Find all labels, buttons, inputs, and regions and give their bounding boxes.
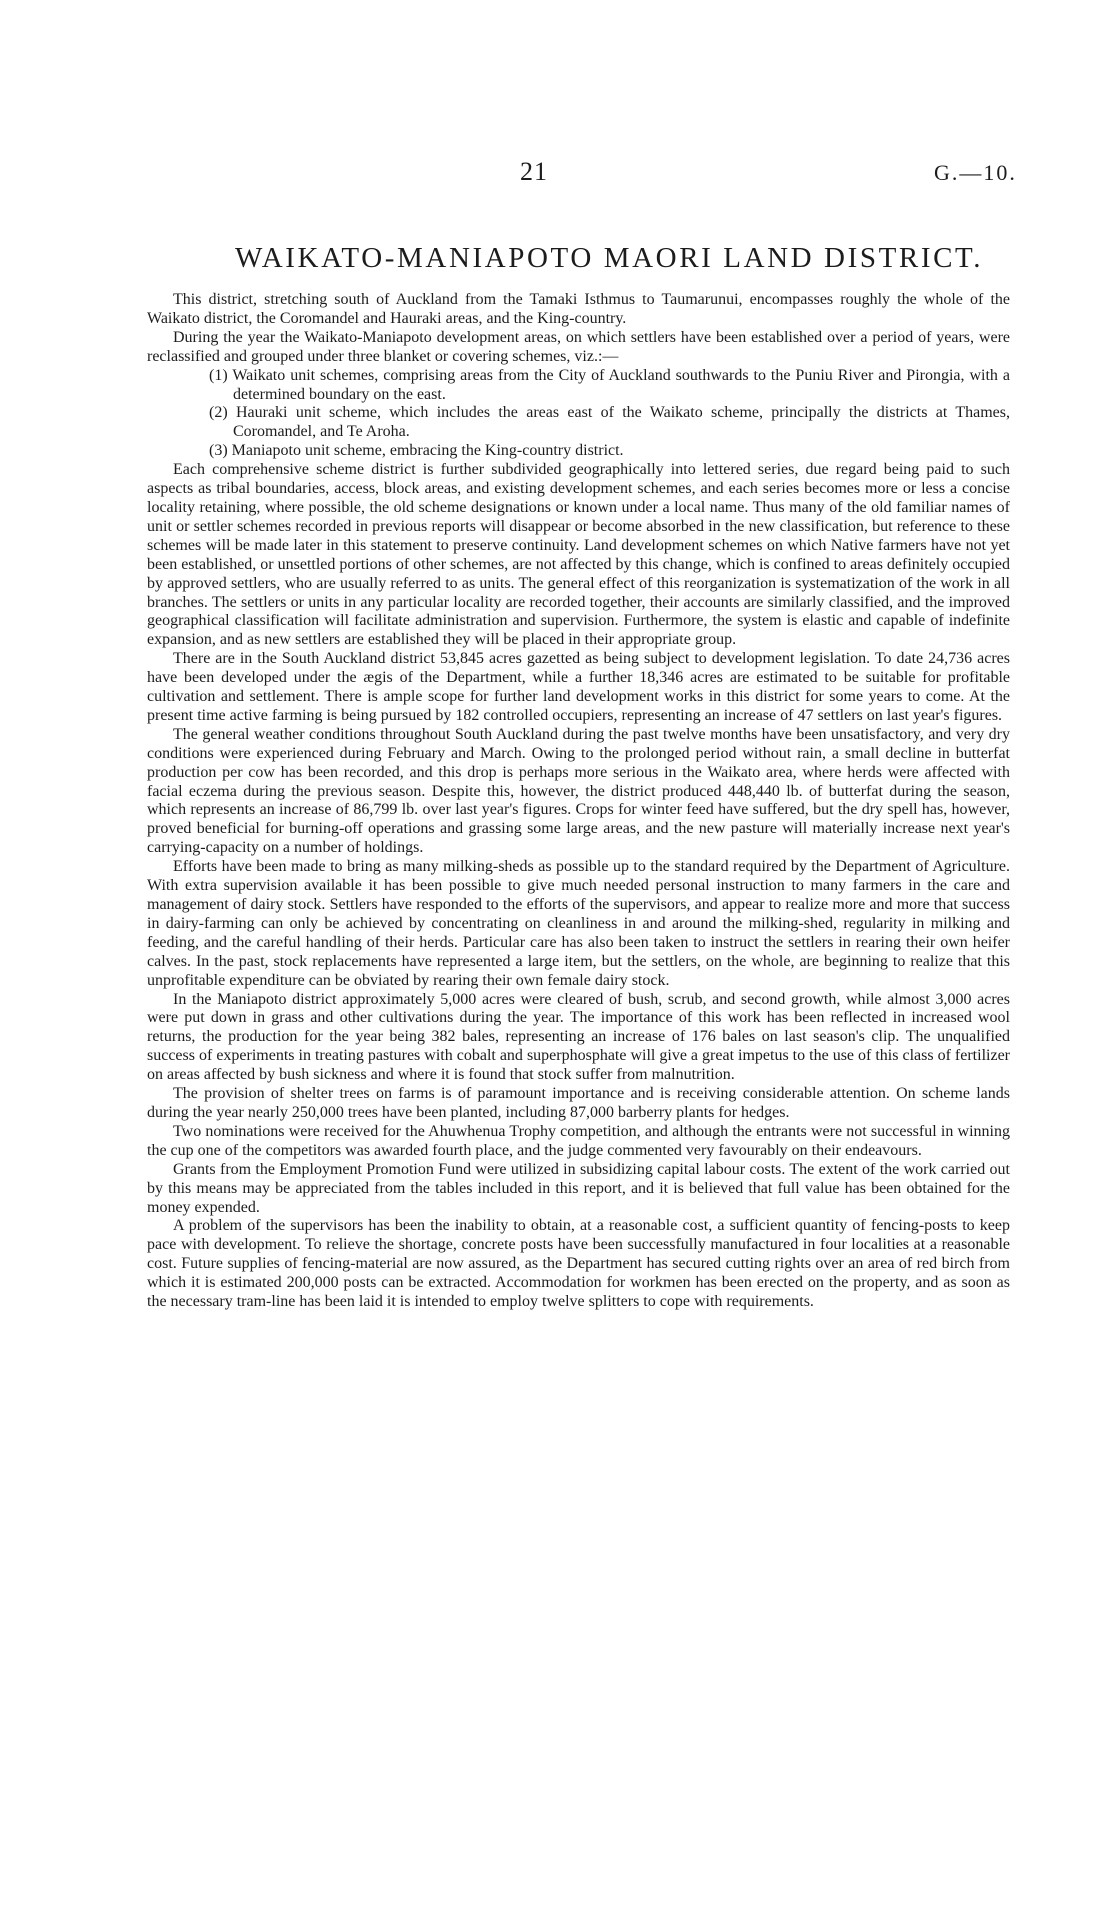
list-item: (3) Maniapoto unit scheme, embracing the King-country district. [209,442,624,460]
paragraph: There are in the South Auckland district 53,845 acres gazetted as being subject to development legislation. To date 24,736 acres have been developed under the ægis of the Department, while a further 18,346 acres are estimated to be suitable for profitable cultivation and settlement. There is ample scope for further land development works in this district for some years to come. At the present time active farming is being pursued by 182 controlled occupiers, representing an increase of 47 settlers on last year's figures. [147,650,1010,724]
paragraph: A problem of the supervisors has been the inability to obtain, at a reasonable cost, a sufficient quantity of fencing-posts to keep pace with development. To relieve the shortage, concrete posts have been successfully manufactured in four localities at a reasonable cost. Future supplies of fencing-material are now assured, as the Department has secured cutting rights over an area of red birch from which it is estimated 200,000 posts can be extracted. Accommodation for workmen has been erected on the property, and as soon as the necessary tram-line has been laid it is intended to employ twelve splitters to cope with requirements. [147,1217,1010,1311]
paragraph: This district, stretching south of Auckland from the Tamaki Isthmus to Taumarunui, encompasses roughly the whole of the Waikato district, the Coromandel and Hauraki areas, and the King-country. [147,291,1010,327]
list-item: (1) Waikato unit schemes, comprising areas from the City of Auckland southwards to the Puniu River and Pirongia, with a determined boundary on the east. [209,366,1010,403]
paragraph: Grants from the Employment Promotion Fund were utilized in subsidizing capital labour costs. The extent of the work carried out by this means may be appreciated from the tables included in this report, and it is believed that full value has been obtained for the money expended. [147,1160,1010,1216]
paragraph: The provision of shelter trees on farms is of paramount importance and is receiving considerable attention. On scheme lands during the year nearly 250,000 trees have been planted, including 87,000 barberry plants for hedges. [147,1085,1010,1121]
paragraph: Efforts have been made to bring as many milking-sheds as possible up to the standard required by the Department of Agriculture. With extra supervision available it has been possible to give much needed personal instruction to many farmers in the care and management of dairy stock. Settlers have responded to the efforts of the supervisors, and appear to realize more and more that success in dairy-farming can only be achieved by concentrating on cleanliness in and around the milking-shed, regularity in milking and feeding, and the careful handling of their herds. Particular care has also been taken to instruct the settlers in rearing their own heifer calves. In the past, stock replacements have represented a large item, but the settlers, on the whole, are beginning to realize that this unprofitable expenditure can be obviated by rearing their own female dairy stock. [147,858,1010,989]
section-title: WAIKATO-MANIAPOTO MAORI LAND DISTRICT. [235,242,984,274]
body-text [147,291,1010,1312]
paragraph: In the Maniapoto district approximately 5,000 acres were cleared of bush, scrub, and second growth, while almost 3,000 acres were put down in grass and other cultivations during the year. The importance of this work has been reflected in increased wool returns, the production for the year being 382 bales, representing an increase of 176 bales on last season's clip. The unqualified success of experiments in treating pastures with cobalt and superphosphate will give a great impetus to the use of this class of fertilizer on areas affected by bush sickness and where it is found that stock suffer from malnutrition. [147,990,1010,1084]
paragraph: The general weather conditions throughout South Auckland during the past twelve months have been unsatisfactory, and very dry conditions were experienced during February and March. Owing to the prolonged period without rain, a small decline in butterfat production per cow has been recorded, and this drop is perhaps more serious in the Waikato area, where herds were affected with facial eczema during the previous season. Despite this, however, the district produced 448,440 lb. of butterfat during the season, which represents an increase of 86,799 lb. over last year's figures. Crops for winter feed have suffered, but the dry spell has, however, proved beneficial for burning-off operations and grassing some large areas, and the new pasture will materially increase next year's carrying-capacity on a number of holdings. [147,725,1010,857]
paragraph: Two nominations were received for the Ahuwhenua Trophy competition, and although the entrants were not successful in winning the cup one of the competitors was awarded fourth place, and the judge commented very favourably on their endeavours. [147,1122,1010,1159]
list-item: (2) Hauraki unit scheme, which includes the areas east of the Waikato scheme, principally the districts at Thames, Coromandel, and Te Aroha. [209,404,1010,441]
paragraph: During the year the Waikato-Maniapoto development areas, on which settlers have been established over a period of years, were reclassified and grouped under three blanket or covering schemes, viz.:— [147,328,1010,365]
page-number: 21 [520,157,548,186]
document-code: G.—10. [934,160,1017,185]
paragraph: Each comprehensive scheme district is further subdivided geographically into lettered series, due regard being paid to such aspects as tribal boundaries, access, block areas, and existing development schemes, and each series becomes more or less a concise locality retaining, where possible, the old scheme designations or known under a local name. Thus many of the old familiar names of unit or settler schemes recorded in previous reports will disappear or become absorbed in the new classification, but reference to these schemes will be made later in this statement to preserve continuity. Land development schemes on which Native farmers have not yet been established, or unsettled portions of other schemes, are not affected by this change, which is confined to areas definitely occupied by approved settlers, who are usually referred to as units. The general effect of this reorganization is systematization of the work in all branches. The settlers or units in any particular locality are recorded together, their accounts are similarly classified, and the improved geographical classification will facilitate administration and supervision. Furthermore, the system is elastic and capable of indefinite expansion, and as new settlers are established they will be placed in their appropriate group. [147,461,1010,649]
